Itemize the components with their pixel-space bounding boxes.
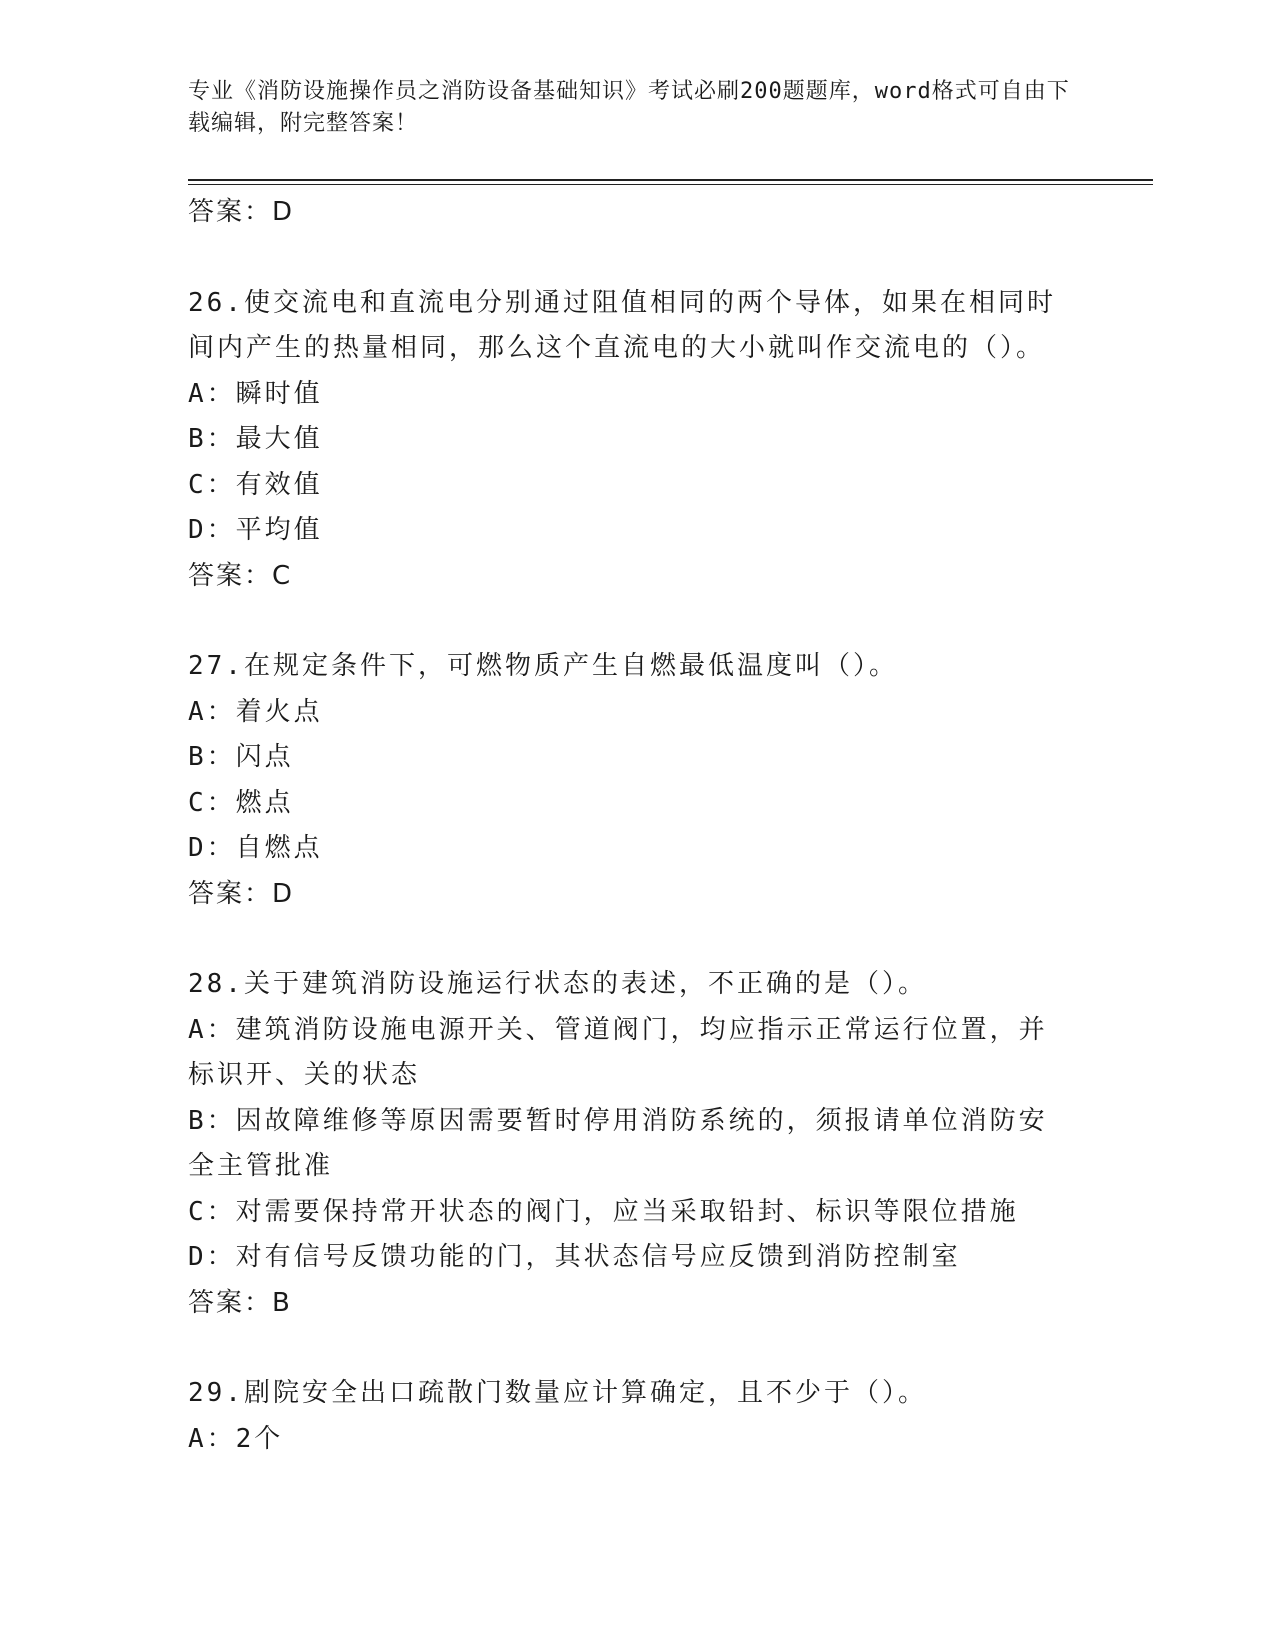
option-c: C：对需要保持常开状态的阀门，应当采取铅封、标识等限位措施 xyxy=(188,1196,1019,1227)
answer-line: 答案：C xyxy=(188,560,293,591)
option-b: B：闪点 xyxy=(188,742,294,772)
question-27 xyxy=(188,644,1068,917)
header-divider-thin xyxy=(188,184,1153,185)
option-d: D：平均值 xyxy=(188,515,323,545)
option-d: D：自燃点 xyxy=(188,833,323,863)
option-a: A：着火点 xyxy=(188,696,323,727)
answer-line: 答案：B xyxy=(188,1287,292,1318)
option-b: B：最大值 xyxy=(188,424,323,454)
question-28 xyxy=(188,962,1068,1326)
question-29 xyxy=(188,1371,1068,1462)
previous-answer-block xyxy=(188,190,1068,236)
option-b: B：因故障维修等原因需要暂时停用消防系统的，须报请单位消防安全主管批准 xyxy=(188,1105,1048,1181)
option-c: C：燃点 xyxy=(188,787,294,818)
option-c: C：有效值 xyxy=(188,469,323,500)
option-a: A：2个 xyxy=(188,1423,284,1454)
option-a: A：瞬时值 xyxy=(188,378,323,409)
answer-line: 答案：D xyxy=(188,878,295,909)
question-26 xyxy=(188,281,1068,600)
question-stem: 27.在规定条件下，可燃物质产生自燃最低温度叫（）。 xyxy=(188,651,898,681)
answer-line: 答案：D xyxy=(188,197,295,227)
question-stem: 29.剧院安全出口疏散门数量应计算确定，且不少于（）。 xyxy=(188,1378,927,1408)
option-a: A：建筑消防设施电源开关、管道阀门，均应指示正常运行位置，并标识开、关的状态 xyxy=(188,1014,1048,1090)
question-stem: 26.使交流电和直流电分别通过阻值相同的两个导体，如果在相同时间内产生的热量相同，那么这个直流电的大小就叫作交流电的（）。 xyxy=(188,287,1056,363)
document-header: 专业《消防设施操作员之消防设备基础知识》考试必刷200题题库，word格式可自由下载编辑，附完整答案！ xyxy=(188,79,1070,136)
header-divider-thick xyxy=(188,179,1153,181)
option-d: D：对有信号反馈功能的门，其状态信号应反馈到消防控制室 xyxy=(188,1242,961,1272)
question-list xyxy=(188,190,1068,1507)
question-stem: 28.关于建筑消防设施运行状态的表述，不正确的是（）。 xyxy=(188,969,927,999)
